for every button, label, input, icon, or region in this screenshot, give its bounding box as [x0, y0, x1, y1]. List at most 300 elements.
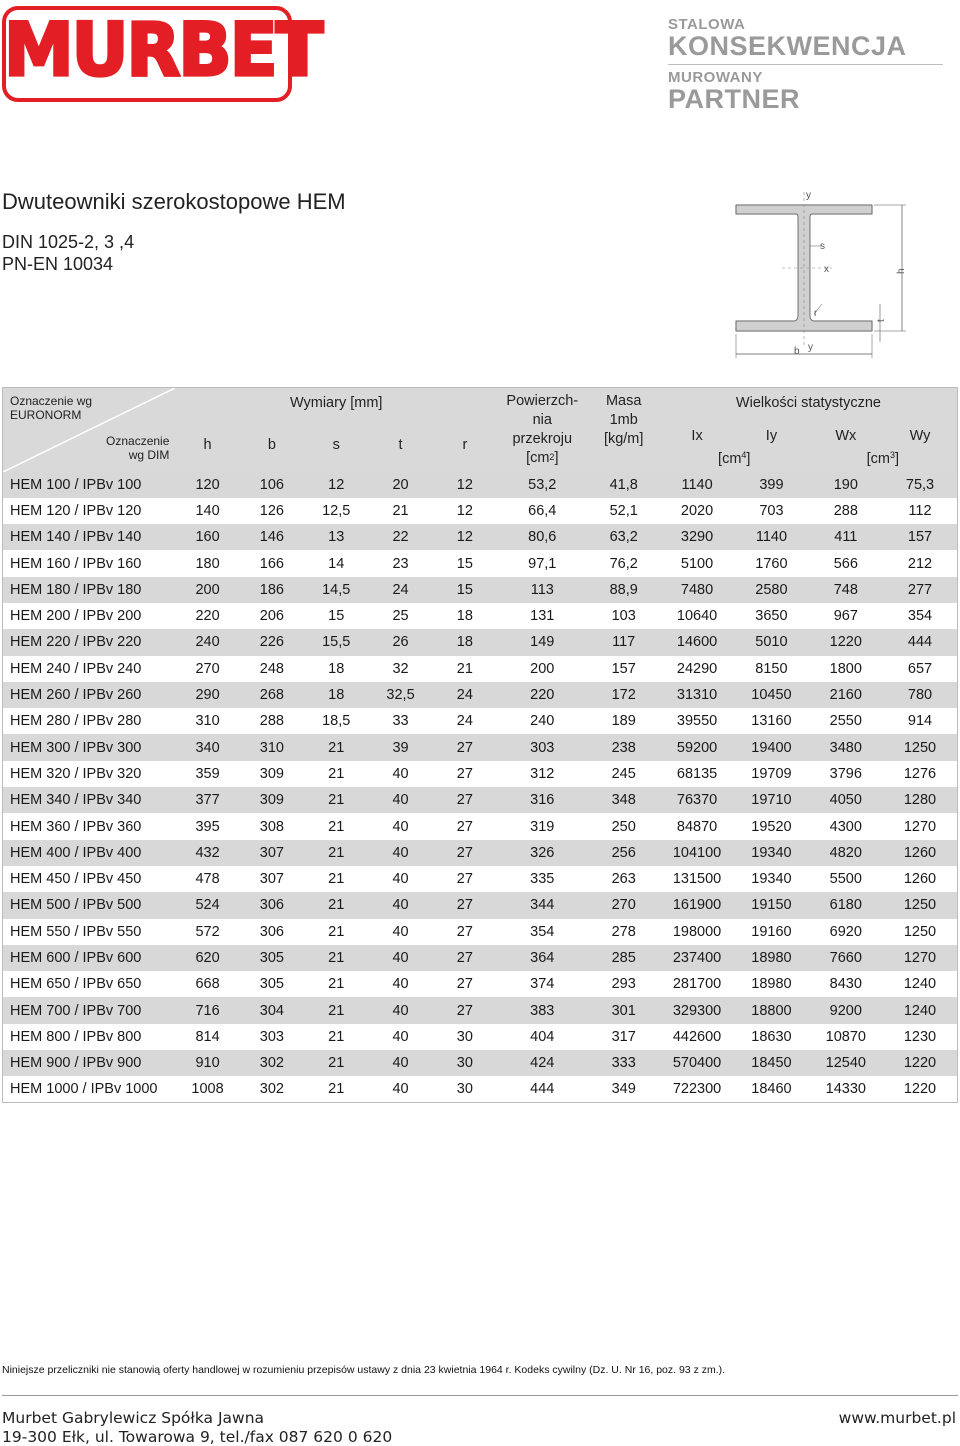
table-row [3, 840, 958, 866]
table-row [3, 629, 958, 655]
unit-cm3-end: ] [894, 450, 900, 467]
cell-t: 40 [368, 787, 432, 813]
cell-mass: 103 [588, 603, 660, 629]
cell-b: 302 [240, 1076, 304, 1102]
cell-b: 288 [240, 708, 304, 734]
cell-area: 131 [497, 603, 587, 629]
header-col-wy: Wy [883, 418, 958, 446]
cell-ix: 76370 [660, 787, 734, 813]
cell-ix: 14600 [660, 629, 734, 655]
cell-area: 354 [497, 919, 587, 945]
header-col-ix: Ix [660, 418, 734, 446]
header-dim [106, 434, 169, 462]
header-mass [588, 388, 660, 472]
cell-r: 27 [433, 761, 497, 787]
cell-s: 14 [304, 550, 368, 576]
cell-ix: 570400 [660, 1050, 734, 1076]
cell-h: 220 [175, 603, 239, 629]
cell-iy: 18630 [734, 1024, 808, 1050]
cell-designation: HEM 240 / IPBv 240 [3, 656, 176, 682]
diagram-label-r: r [814, 308, 818, 319]
table-row [3, 524, 958, 550]
cell-wy: 1280 [883, 787, 958, 813]
cell-r: 21 [433, 656, 497, 682]
cell-wx: 411 [809, 524, 883, 550]
cell-s: 21 [304, 866, 368, 892]
table-row [3, 892, 958, 918]
cell-designation: HEM 120 / IPBv 120 [3, 498, 176, 524]
cell-area: 113 [497, 577, 587, 603]
header-area [497, 388, 587, 472]
page-title: Dwuteowniki szerokostopowe HEM [2, 189, 346, 214]
cell-mass: 301 [588, 997, 660, 1023]
cell-wx: 6920 [809, 919, 883, 945]
i-beam-cross-section-diagram [722, 186, 922, 364]
cell-b: 146 [240, 524, 304, 550]
cell-designation: HEM 320 / IPBv 320 [3, 761, 176, 787]
slogan-line-2: KONSEKWENCJA [668, 31, 907, 61]
slogan [668, 18, 948, 113]
cell-wx: 7660 [809, 945, 883, 971]
cell-s: 18 [304, 656, 368, 682]
cell-r: 27 [433, 866, 497, 892]
cell-b: 186 [240, 577, 304, 603]
cell-h: 432 [175, 840, 239, 866]
cell-wx: 967 [809, 603, 883, 629]
cell-iy: 19340 [734, 866, 808, 892]
cell-mass: 76,2 [588, 550, 660, 576]
table-row [3, 1050, 958, 1076]
cell-area: 303 [497, 734, 587, 760]
cell-t: 33 [368, 708, 432, 734]
diagram-label-y-bottom: y [808, 342, 813, 353]
cell-r: 27 [433, 787, 497, 813]
cell-h: 524 [175, 892, 239, 918]
header-area-unit [497, 449, 587, 468]
table-row [3, 603, 958, 629]
cell-ix: 84870 [660, 813, 734, 839]
cell-wx: 10870 [809, 1024, 883, 1050]
cell-b: 268 [240, 682, 304, 708]
table-row [3, 550, 958, 576]
cell-h: 668 [175, 971, 239, 997]
cell-s: 14,5 [304, 577, 368, 603]
header-col-s: s [304, 418, 368, 472]
cell-s: 13 [304, 524, 368, 550]
cell-wy: 1276 [883, 761, 958, 787]
cell-mass: 250 [588, 813, 660, 839]
diagram-label-x: x [824, 264, 829, 275]
cell-t: 32,5 [368, 682, 432, 708]
cell-wy: 1250 [883, 919, 958, 945]
cell-s: 21 [304, 1076, 368, 1102]
header-mass-line-2: 1mb [609, 412, 638, 428]
cell-mass: 285 [588, 945, 660, 971]
header-euronorm: Oznaczenie wg EURONORM [10, 394, 93, 422]
cell-r: 27 [433, 971, 497, 997]
cell-iy: 19340 [734, 840, 808, 866]
cell-t: 40 [368, 761, 432, 787]
cell-mass: 88,9 [588, 577, 660, 603]
disclaimer: Niniejsze przeliczniki nie stanowią oferty handlowej w rozumieniu przepisów ustawy z dnia 23 kwietnia 1964 r. Kodeks cywilny (Dz. U. Nr 16, poz. 93 z zm.). [2, 1364, 726, 1376]
cell-wy: 914 [883, 708, 958, 734]
diagram-label-y-top: y [806, 190, 811, 201]
cell-mass: 348 [588, 787, 660, 813]
cell-h: 140 [175, 498, 239, 524]
cell-r: 27 [433, 840, 497, 866]
cell-b: 308 [240, 813, 304, 839]
header-dim-line-1: Oznaczenie [106, 433, 170, 448]
cell-s: 21 [304, 919, 368, 945]
cell-ix: 24290 [660, 656, 734, 682]
cell-area: 424 [497, 1050, 587, 1076]
footer-divider [2, 1395, 958, 1396]
table-row [3, 919, 958, 945]
cell-t: 21 [368, 498, 432, 524]
cell-t: 40 [368, 919, 432, 945]
cell-s: 21 [304, 787, 368, 813]
cell-mass: 270 [588, 892, 660, 918]
cell-mass: 117 [588, 629, 660, 655]
cell-h: 160 [175, 524, 239, 550]
cell-area: 200 [497, 656, 587, 682]
cell-iy: 18980 [734, 971, 808, 997]
cell-mass: 172 [588, 682, 660, 708]
cell-ix: 31310 [660, 682, 734, 708]
cell-r: 27 [433, 734, 497, 760]
cell-b: 305 [240, 971, 304, 997]
cell-t: 40 [368, 813, 432, 839]
cell-wy: 780 [883, 682, 958, 708]
cell-designation: HEM 600 / IPBv 600 [3, 945, 176, 971]
header-area-line-2: nia [532, 411, 552, 428]
cell-designation: HEM 140 / IPBv 140 [3, 524, 176, 550]
cell-s: 21 [304, 945, 368, 971]
diagram-label-b: b [794, 346, 800, 357]
cell-mass: 245 [588, 761, 660, 787]
cell-t: 23 [368, 550, 432, 576]
cell-iy: 13160 [734, 708, 808, 734]
cell-designation: HEM 360 / IPBv 360 [3, 813, 176, 839]
cell-wx: 8430 [809, 971, 883, 997]
cell-r: 12 [433, 524, 497, 550]
cell-mass: 41,8 [588, 472, 660, 498]
header-col-b: b [240, 418, 304, 472]
cell-designation: HEM 180 / IPBv 180 [3, 577, 176, 603]
cell-iy: 19709 [734, 761, 808, 787]
cell-iy: 10450 [734, 682, 808, 708]
cell-area: 97,1 [497, 550, 587, 576]
cell-designation: HEM 800 / IPBv 800 [3, 1024, 176, 1050]
cell-r: 15 [433, 550, 497, 576]
cell-iy: 5010 [734, 629, 808, 655]
cell-designation: HEM 220 / IPBv 220 [3, 629, 176, 655]
cell-wy: 1230 [883, 1024, 958, 1050]
unit-cm4-sup: 4 [741, 449, 747, 460]
cell-wx: 1800 [809, 656, 883, 682]
table-row [3, 682, 958, 708]
cell-b: 304 [240, 997, 304, 1023]
header-designation-corner [3, 388, 176, 472]
cell-h: 240 [175, 629, 239, 655]
table-row [3, 498, 958, 524]
cell-wx: 4050 [809, 787, 883, 813]
cell-designation: HEM 280 / IPBv 280 [3, 708, 176, 734]
cell-wx: 190 [809, 472, 883, 498]
cell-h: 377 [175, 787, 239, 813]
cell-h: 478 [175, 866, 239, 892]
cell-wx: 9200 [809, 997, 883, 1023]
header-area-line-1: Powierzch- [506, 392, 579, 409]
cell-area: 240 [497, 708, 587, 734]
cell-s: 21 [304, 761, 368, 787]
cell-s: 21 [304, 734, 368, 760]
cell-r: 27 [433, 945, 497, 971]
footer-website-link[interactable]: www.murbet.pl [838, 1409, 956, 1427]
cell-wx: 14330 [809, 1076, 883, 1102]
cell-b: 306 [240, 892, 304, 918]
cell-r: 27 [433, 919, 497, 945]
cell-r: 18 [433, 603, 497, 629]
cell-t: 24 [368, 577, 432, 603]
header-area-line-3: przekroju [512, 430, 573, 447]
cell-h: 359 [175, 761, 239, 787]
cell-ix: 68135 [660, 761, 734, 787]
cell-wx: 748 [809, 577, 883, 603]
cell-wx: 6180 [809, 892, 883, 918]
cell-iy: 2580 [734, 577, 808, 603]
cell-mass: 63,2 [588, 524, 660, 550]
cell-r: 12 [433, 472, 497, 498]
slogan-line-3: MUROWANY [668, 69, 763, 86]
cell-h: 620 [175, 945, 239, 971]
cell-wy: 1220 [883, 1076, 958, 1102]
cell-ix: 442600 [660, 1024, 734, 1050]
cell-mass: 293 [588, 971, 660, 997]
header-col-r: r [433, 418, 497, 472]
unit-cm3-base: [cm [866, 450, 890, 467]
unit-cm4-base: [cm [718, 450, 742, 467]
cell-b: 166 [240, 550, 304, 576]
cell-h: 180 [175, 550, 239, 576]
cell-area: 312 [497, 761, 587, 787]
cell-r: 27 [433, 813, 497, 839]
table-row [3, 866, 958, 892]
cell-r: 27 [433, 997, 497, 1023]
cell-iy: 18460 [734, 1076, 808, 1102]
cell-area: 344 [497, 892, 587, 918]
cell-ix: 198000 [660, 919, 734, 945]
cell-h: 716 [175, 997, 239, 1023]
cell-b: 307 [240, 866, 304, 892]
table-row [3, 656, 958, 682]
cell-designation: HEM 900 / IPBv 900 [3, 1050, 176, 1076]
header-area-unit-end: ] [554, 449, 559, 466]
cell-designation: HEM 300 / IPBv 300 [3, 734, 176, 760]
cell-wx: 5500 [809, 866, 883, 892]
cell-wy: 112 [883, 498, 958, 524]
cell-area: 53,2 [497, 472, 587, 498]
cell-r: 30 [433, 1024, 497, 1050]
cell-wx: 2160 [809, 682, 883, 708]
cell-t: 22 [368, 524, 432, 550]
cell-wy: 354 [883, 603, 958, 629]
cell-designation: HEM 700 / IPBv 700 [3, 997, 176, 1023]
cell-h: 1008 [175, 1076, 239, 1102]
cell-h: 270 [175, 656, 239, 682]
cell-s: 21 [304, 813, 368, 839]
table-row [3, 761, 958, 787]
logo-text: MURBET [4, 6, 322, 94]
cell-ix: 329300 [660, 997, 734, 1023]
standard-din: DIN 1025-2, 3 ,4 [2, 232, 135, 252]
cell-h: 340 [175, 734, 239, 760]
cell-t: 40 [368, 1050, 432, 1076]
table-row [3, 708, 958, 734]
cell-r: 27 [433, 892, 497, 918]
header-dim-line-2: wg DIM [128, 447, 170, 462]
diagram-label-s: s [820, 241, 825, 252]
header-group-dimensions: Wymiary [mm] [175, 388, 497, 418]
cell-b: 309 [240, 787, 304, 813]
slogan-line-1: STALOWA [668, 16, 746, 33]
cell-mass: 189 [588, 708, 660, 734]
cell-designation: HEM 450 / IPBv 450 [3, 866, 176, 892]
cell-wx: 1220 [809, 629, 883, 655]
cell-s: 21 [304, 1050, 368, 1076]
cell-b: 309 [240, 761, 304, 787]
cell-b: 302 [240, 1050, 304, 1076]
murbet-logo [2, 4, 322, 104]
cell-t: 40 [368, 840, 432, 866]
cell-ix: 722300 [660, 1076, 734, 1102]
cell-r: 24 [433, 708, 497, 734]
cell-area: 316 [497, 787, 587, 813]
header-col-h: h [175, 418, 239, 472]
header-unit-cm3 [809, 446, 958, 472]
cell-s: 21 [304, 1024, 368, 1050]
cell-t: 40 [368, 1024, 432, 1050]
cell-t: 40 [368, 945, 432, 971]
header-col-wx: Wx [809, 418, 883, 446]
cell-wy: 1250 [883, 734, 958, 760]
cell-t: 40 [368, 892, 432, 918]
cell-area: 335 [497, 866, 587, 892]
cell-area: 374 [497, 971, 587, 997]
cell-r: 18 [433, 629, 497, 655]
cell-designation: HEM 260 / IPBv 260 [3, 682, 176, 708]
cell-area: 383 [497, 997, 587, 1023]
cell-b: 248 [240, 656, 304, 682]
cell-ix: 5100 [660, 550, 734, 576]
cell-h: 120 [175, 472, 239, 498]
cell-area: 404 [497, 1024, 587, 1050]
cell-designation: HEM 500 / IPBv 500 [3, 892, 176, 918]
cell-t: 32 [368, 656, 432, 682]
table-row [3, 1076, 958, 1102]
header-col-t: t [368, 418, 432, 472]
hem-profile-table [2, 387, 958, 1103]
cell-iy: 19520 [734, 813, 808, 839]
cell-wx: 3480 [809, 734, 883, 760]
cell-h: 814 [175, 1024, 239, 1050]
cell-ix: 2020 [660, 498, 734, 524]
cell-mass: 157 [588, 656, 660, 682]
table-row [3, 787, 958, 813]
cell-r: 15 [433, 577, 497, 603]
cell-iy: 19400 [734, 734, 808, 760]
cell-iy: 19160 [734, 919, 808, 945]
cell-designation: HEM 550 / IPBv 550 [3, 919, 176, 945]
cell-iy: 399 [734, 472, 808, 498]
cell-wx: 2550 [809, 708, 883, 734]
cell-wy: 1240 [883, 971, 958, 997]
cell-ix: 131500 [660, 866, 734, 892]
cell-t: 40 [368, 997, 432, 1023]
header-group-static: Wielkości statystyczne [660, 388, 958, 418]
cell-wy: 1220 [883, 1050, 958, 1076]
cell-iy: 1140 [734, 524, 808, 550]
table-row [3, 971, 958, 997]
cell-iy: 18980 [734, 945, 808, 971]
table-body [3, 472, 958, 1103]
cell-area: 326 [497, 840, 587, 866]
cell-iy: 703 [734, 498, 808, 524]
cell-area: 66,4 [497, 498, 587, 524]
cell-wy: 1250 [883, 892, 958, 918]
table-row [3, 577, 958, 603]
cell-ix: 7480 [660, 577, 734, 603]
cell-ix: 1140 [660, 472, 734, 498]
cell-area: 80,6 [497, 524, 587, 550]
cell-designation: HEM 340 / IPBv 340 [3, 787, 176, 813]
cell-s: 18,5 [304, 708, 368, 734]
cell-ix: 161900 [660, 892, 734, 918]
cell-wx: 566 [809, 550, 883, 576]
table-row [3, 472, 958, 498]
cell-iy: 8150 [734, 656, 808, 682]
cell-wy: 1270 [883, 945, 958, 971]
cell-s: 21 [304, 840, 368, 866]
cell-h: 290 [175, 682, 239, 708]
cell-wy: 1260 [883, 840, 958, 866]
cell-ix: 237400 [660, 945, 734, 971]
cell-b: 307 [240, 840, 304, 866]
cell-h: 572 [175, 919, 239, 945]
cell-s: 21 [304, 892, 368, 918]
slogan-divider [668, 64, 943, 65]
cell-t: 40 [368, 1076, 432, 1102]
footer-address: 19-300 Ełk, ul. Towarowa 9, tel./fax 087 620 0 620 [2, 1428, 393, 1446]
cell-designation: HEM 100 / IPBv 100 [3, 472, 176, 498]
cell-designation: HEM 160 / IPBv 160 [3, 550, 176, 576]
header-area-unit-sup: 2 [549, 451, 555, 462]
cell-wy: 277 [883, 577, 958, 603]
footer-company: Murbet Gabrylewicz Spółka Jawna [2, 1409, 265, 1427]
cell-area: 444 [497, 1076, 587, 1102]
cell-iy: 18800 [734, 997, 808, 1023]
standard-pn-en: PN-EN 10034 [2, 254, 114, 274]
cell-wx: 12540 [809, 1050, 883, 1076]
cell-r: 12 [433, 498, 497, 524]
cell-iy: 19150 [734, 892, 808, 918]
cell-iy: 18450 [734, 1050, 808, 1076]
cell-designation: HEM 650 / IPBv 650 [3, 971, 176, 997]
cell-b: 306 [240, 919, 304, 945]
cell-wx: 3796 [809, 761, 883, 787]
cell-wy: 75,3 [883, 472, 958, 498]
cell-r: 30 [433, 1050, 497, 1076]
